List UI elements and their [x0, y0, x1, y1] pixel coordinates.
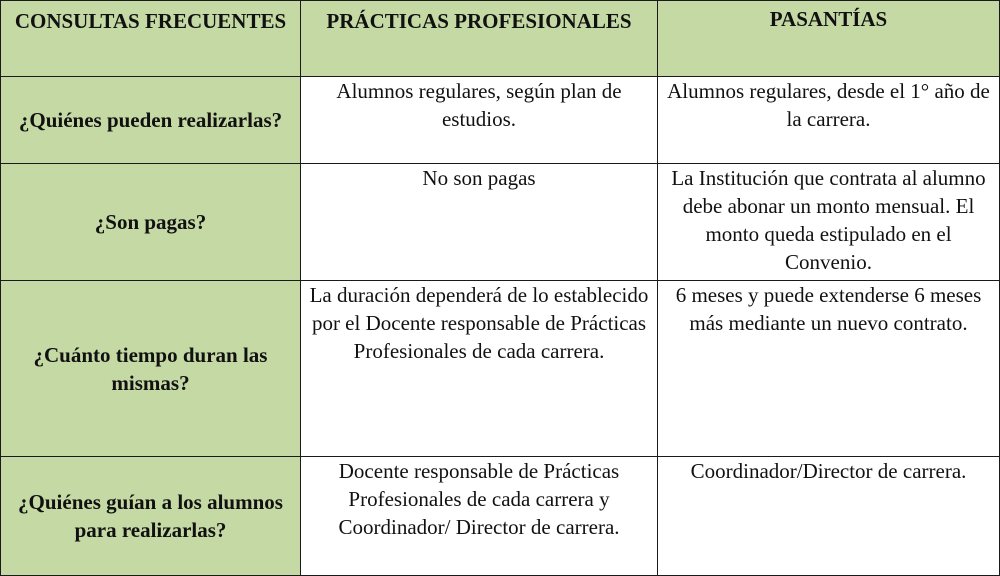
- practicas-cell: La duración dependerá de lo establecido por el Docente responsable de Prácticas Profesionales de cada carrera.: [301, 281, 658, 457]
- pasantias-cell: La Institución que contrata al alumno debe abonar un monto mensual. El monto queda estipulado en el Convenio.: [658, 164, 1000, 281]
- question-cell: ¿Quiénes guían a los alumnos para realizarlas?: [1, 457, 301, 576]
- practicas-cell: Alumnos regulares, según plan de estudios.: [301, 77, 658, 164]
- pasantias-cell: Alumnos regulares, desde el 1° año de la carrera.: [658, 77, 1000, 164]
- practicas-cell: Docente responsable de Prácticas Profesionales de cada carrera y Coordinador/ Director de carrera.: [301, 457, 658, 576]
- question-cell: ¿Cuánto tiempo duran las mismas?: [1, 281, 301, 457]
- table-row: [1, 77, 1000, 164]
- question-cell: ¿Son pagas?: [1, 164, 301, 281]
- pasantias-cell: Coordinador/Director de carrera.: [658, 457, 1000, 576]
- header-pasantias: PASANTÍAS: [658, 1, 1000, 77]
- header-consultas: CONSULTAS FRECUENTES: [1, 1, 301, 77]
- header-practicas: PRÁCTICAS PROFESIONALES: [301, 1, 658, 77]
- table-row: [1, 164, 1000, 281]
- table-row: [1, 281, 1000, 457]
- table-row: [1, 457, 1000, 576]
- question-cell: ¿Quiénes pueden realizarlas?: [1, 77, 301, 164]
- pasantias-cell: 6 meses y puede extenderse 6 meses más mediante un nuevo contrato.: [658, 281, 1000, 457]
- practicas-cell: No son pagas: [301, 164, 658, 281]
- table-header-row: [1, 1, 1000, 77]
